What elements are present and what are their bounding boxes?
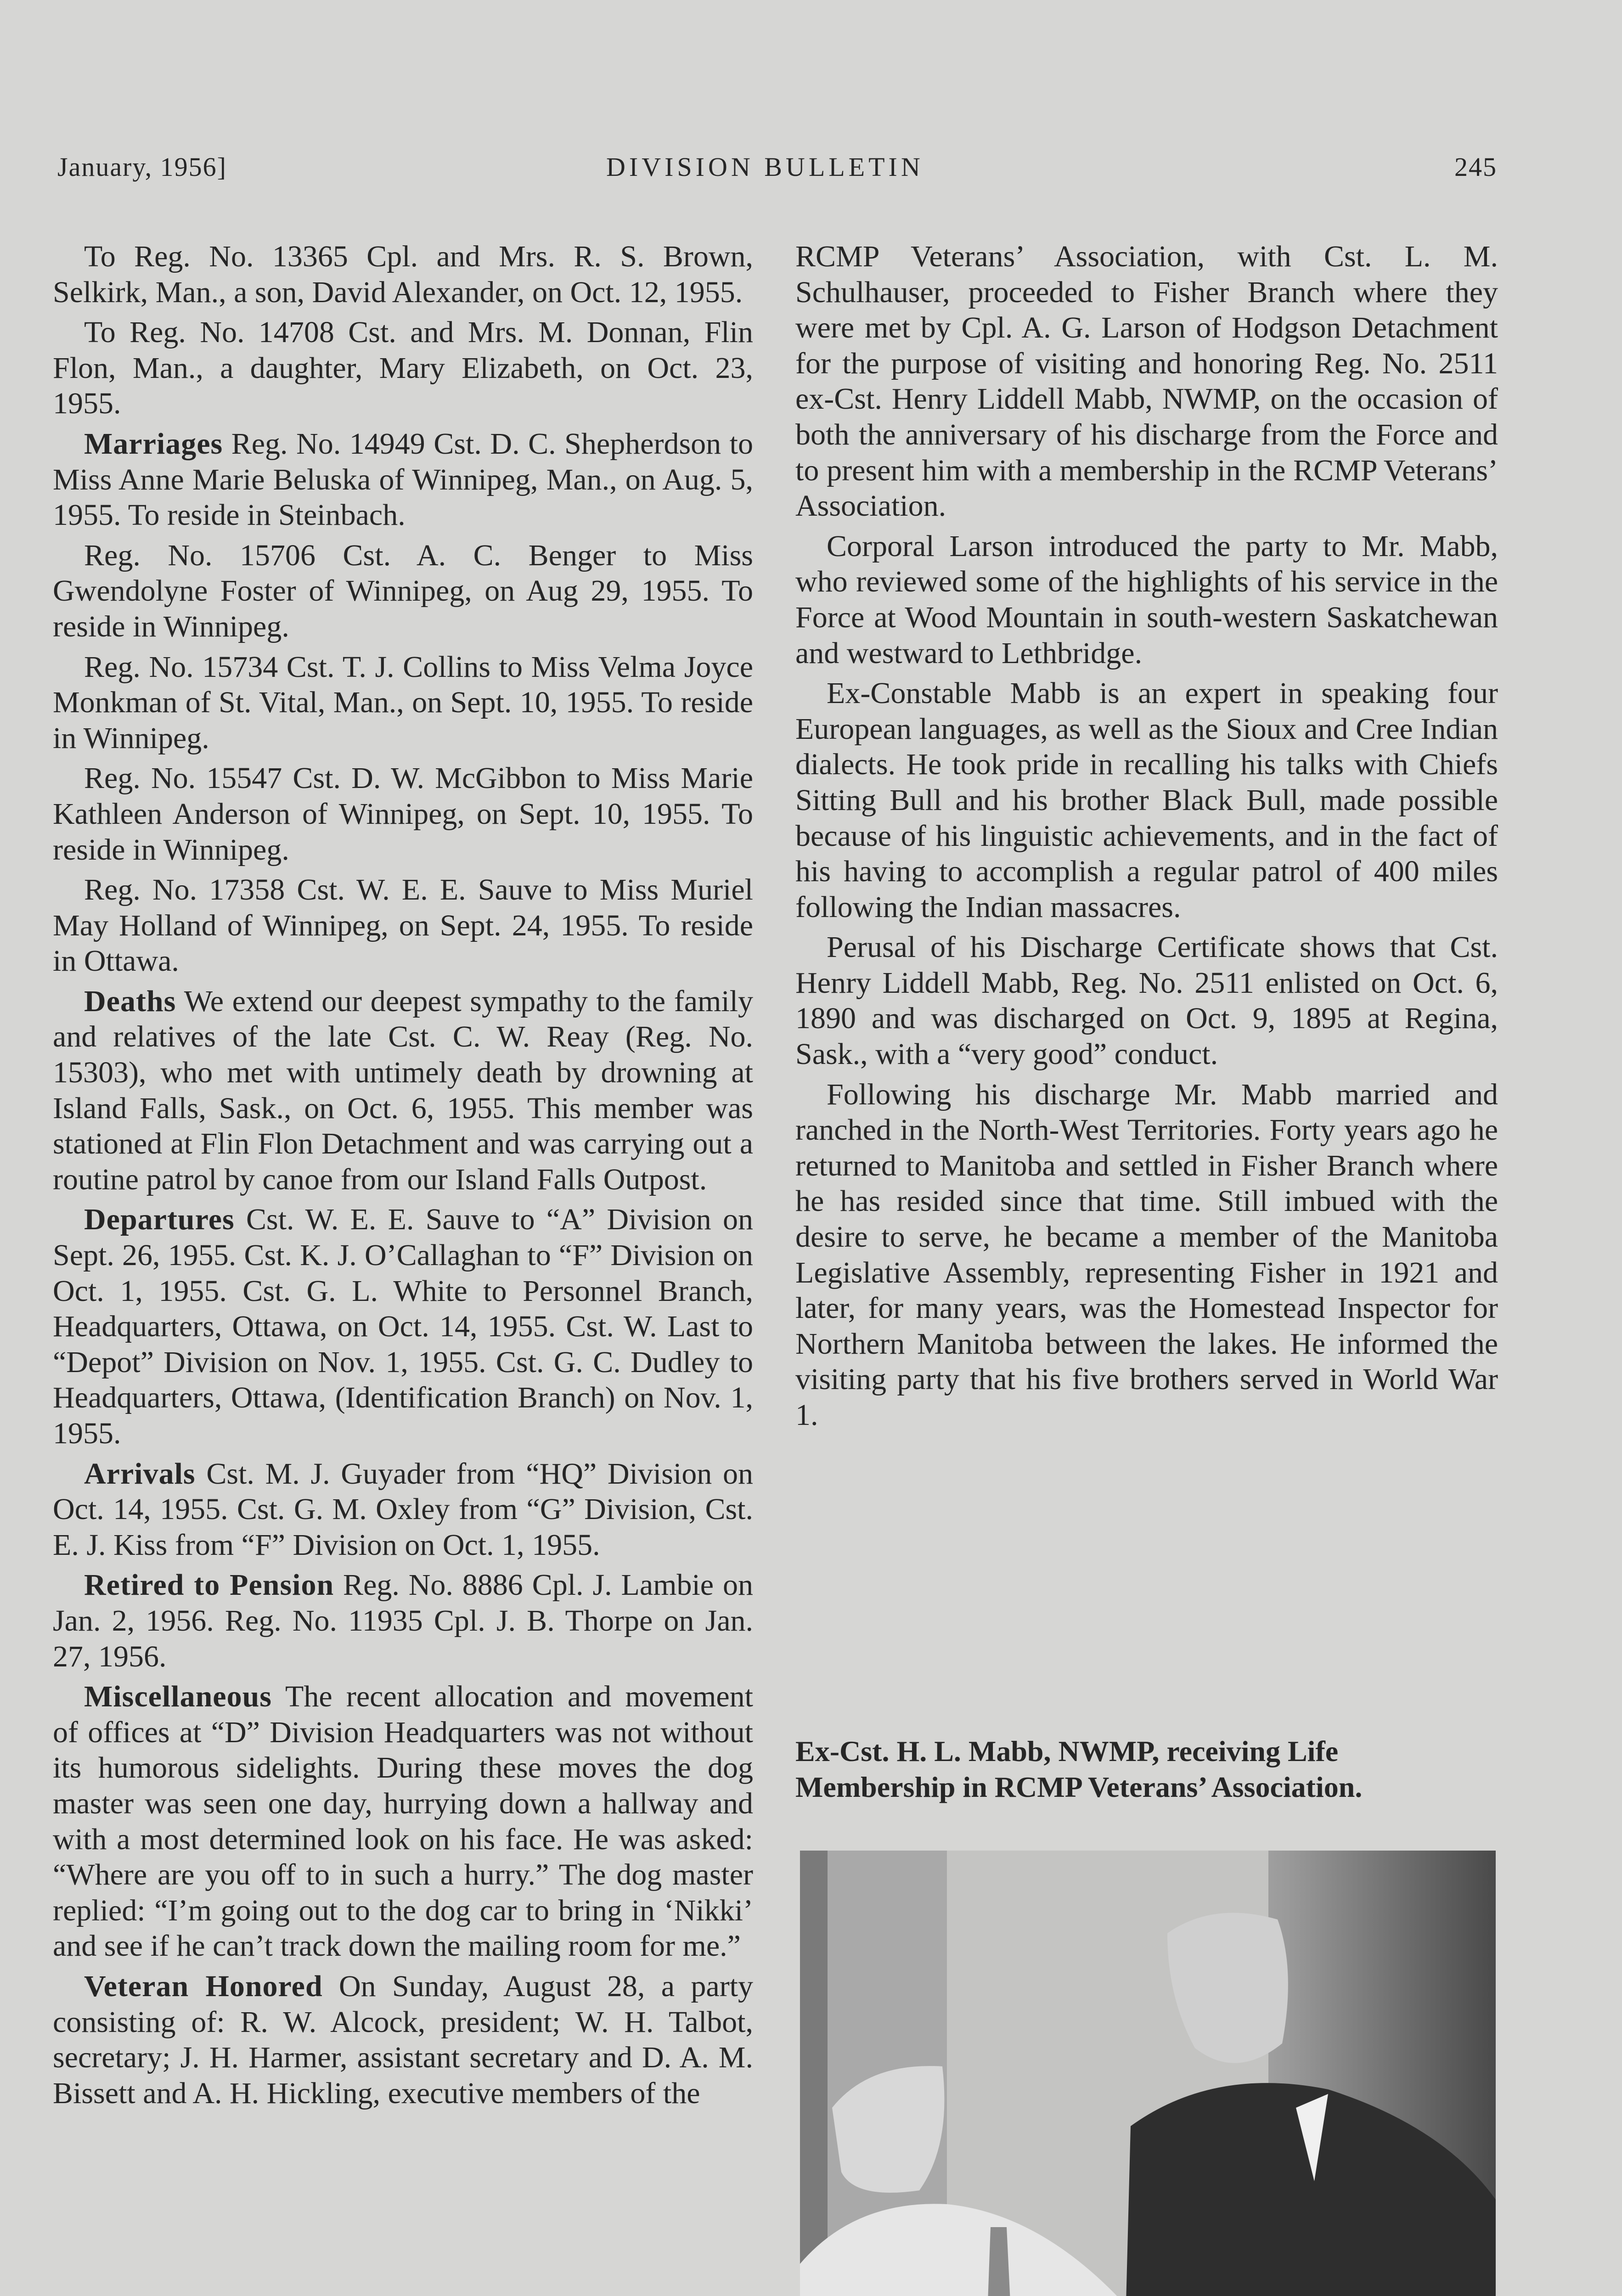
article-paragraph: Corporal Larson introduced the party to Mr. Mabb, who reviewed some of the highlights of his service in the Force at Wood Mountain in south-western Saskatchewan and westward to Lethbridge. <box>795 529 1498 670</box>
section-heading-retired: Retired to Pension <box>84 1568 334 1602</box>
birth-notice: To Reg. No. 14708 Cst. and Mrs. M. Donnan, Flin Flon, Man., a daughter, Mary Elizabeth, on Oct. 23, 1955. <box>53 315 753 421</box>
marriage-notice: Reg. No. 15706 Cst. A. C. Benger to Miss Gwendolyne Foster of Winnipeg, on Aug 29, 1955. To reside in Winnipeg. <box>53 538 753 643</box>
departures-text: Cst. W. E. E. Sauve to “A” Division on Sept. 26, 1955. Cst. K. J. O’Callaghan to “F” Division on Oct. 1, 1955. Cst. G. L. White to Personnel Branch, Headquarters, Ottawa, on Oct. 14, 1955. Cst. W. Last to “Depot” Division on Nov. 1, 1955. Cst. G. C. Dudley to Headquarters, Ottawa, (Identification Branch) on Nov. 1, 1955. <box>53 1203 753 1450</box>
header-date: January, 1956] <box>57 152 227 182</box>
marriage-notice: Reg. No. 15734 Cst. T. J. Collins to Miss Velma Joyce Monkman of St. Vital, Man., on Sept. 10, 1955. To reside in Winnipeg. <box>53 650 753 755</box>
page-number: 245 <box>1454 152 1497 182</box>
deaths-text: We extend our deepest sympathy to the family and relatives of the late Cst. C. W. Reay (Reg. No. 15303), who met with untimely death by drowning at Island Falls, Sask., on Oct. 6, 1955. This member was stationed at Flin Flon Detachment and was carrying out a routine patrol by canoe from our Island Falls Outpost. <box>53 984 753 1196</box>
curtain <box>800 1851 828 2296</box>
arrivals-paragraph <box>53 1456 753 1563</box>
section-heading-miscellaneous: Miscellaneous <box>84 1680 272 1714</box>
marriage-notice: Reg. No. 17358 Cst. W. E. E. Sauve to Miss Muriel May Holland of Winnipeg, on Sept. 24, 1955. To reside in Ottawa. <box>53 873 753 978</box>
retired-paragraph <box>53 1567 753 1674</box>
miscellaneous-paragraph <box>53 1679 753 1964</box>
right-column <box>795 239 1498 1438</box>
section-heading-departures: Departures <box>84 1203 235 1237</box>
section-heading-veteran: Veteran Honored <box>84 1969 323 2003</box>
section-heading-marriages: Marriages <box>84 427 223 461</box>
left-column <box>53 239 753 2116</box>
article-paragraph: Ex-Constable Mabb is an expert in speaking four European languages, as well as the Sioux and Cree Indian dialects. He took pride in recalling his talks with Chiefs Sitting Bull and his brother Black Bull, made possible because of his linguistic achievements, and in the fact of his having to accomplish a regular patrol of 400 miles following the Indian massacres. <box>795 676 1498 924</box>
miscellaneous-text: The recent allocation and movement of offices at “D” Division Headquarters was not without its humorous sidelights. During these moves the dog master was seen one day, hurrying down a hallway and with a most determined look on his face. He was asked: “Where are you off to in such a hurry.” The dog master replied: “I’m going out to the dog car to bring in ‘Nikki’ and see if he can’t track down the mailing room for me.” <box>53 1680 753 1963</box>
veteran-text: On Sunday, August 28, a party consisting of: R. W. Alcock, president; W. H. Talbot, secretary; J. H. Harmer, assistant secretary and D. A. M. Bissett and A. H. Hickling, executive members of the <box>53 1969 753 2110</box>
header-publication: DIVISION BULLETIN <box>606 152 924 182</box>
arrivals-text: Cst. M. J. Guyader from “HQ” Division on Oct. 14, 1955. Cst. G. M. Oxley from “G” Division, Cst. E. J. Kiss from “F” Division on Oct. 1, 1955. <box>53 1457 753 1562</box>
veteran-paragraph <box>53 1969 753 2111</box>
running-header <box>57 152 1497 193</box>
marriages-paragraph <box>53 426 753 533</box>
article-paragraph: Perusal of his Discharge Certificate shows that Cst. Henry Liddell Mabb, Reg. No. 2511 enlisted on Oct. 6, 1890 and was discharged on Oct. 9, 1895 at Regina, Sask., with a “very good” conduct. <box>795 930 1498 1071</box>
departures-paragraph <box>53 1202 753 1451</box>
photo-caption: Ex-Cst. H. L. Mabb, NWMP, receiving Life Membership in RCMP Veterans’ Association. <box>795 1735 1363 1803</box>
deaths-paragraph <box>53 984 753 1198</box>
photograph <box>800 1851 1496 2296</box>
marriages-text: Reg. No. 14949 Cst. D. C. Shepherdson to Miss Anne Marie Beluska of Winnipeg, Man., on Aug. 5, 1955. To reside in Steinbach. <box>53 427 753 532</box>
birth-notice: To Reg. No. 13365 Cpl. and Mrs. R. S. Brown, Selkirk, Man., a son, David Alexander, on Oct. 12, 1955. <box>53 240 753 309</box>
section-heading-arrivals: Arrivals <box>84 1457 196 1491</box>
section-heading-deaths: Deaths <box>84 984 176 1018</box>
photo-illustration <box>800 1851 1496 2296</box>
marriage-notice: Reg. No. 15547 Cst. D. W. McGibbon to Miss Marie Kathleen Anderson of Winnipeg, on Sept. 10, 1955. To reside in Winnipeg. <box>53 761 753 867</box>
article-paragraph: RCMP Veterans’ Association, with Cst. L. M. Schulhauser, proceeded to Fisher Branch where they were met by Cpl. A. G. Larson of Hodgson Detachment for the purpose of visiting and honoring Reg. No. 2511 ex-Cst. Henry Liddell Mabb, NWMP, on the occasion of both the anniversary of his discharge from the Force and to present him with a membership in the RCMP Veterans’ Association. <box>795 240 1498 523</box>
retired-text: Reg. No. 8886 Cpl. J. Lambie on Jan. 2, 1956. Reg. No. 11935 Cpl. J. B. Thorpe on Jan. 27, 1956. <box>53 1568 753 1673</box>
article-paragraph: Following his discharge Mr. Mabb married and ranched in the North-West Territories. Forty years ago he returned to Manitoba and settled in Fisher Branch where he has resided since that time. Still imbued with the desire to serve, he became a member of the Manitoba Legislative Assembly, representing Fisher in 1921 and later, for many years, was the Homestead Inspector for Northern Manitoba between the lakes. He informed the visiting party that his five brothers served in World War 1. <box>795 1077 1498 1432</box>
